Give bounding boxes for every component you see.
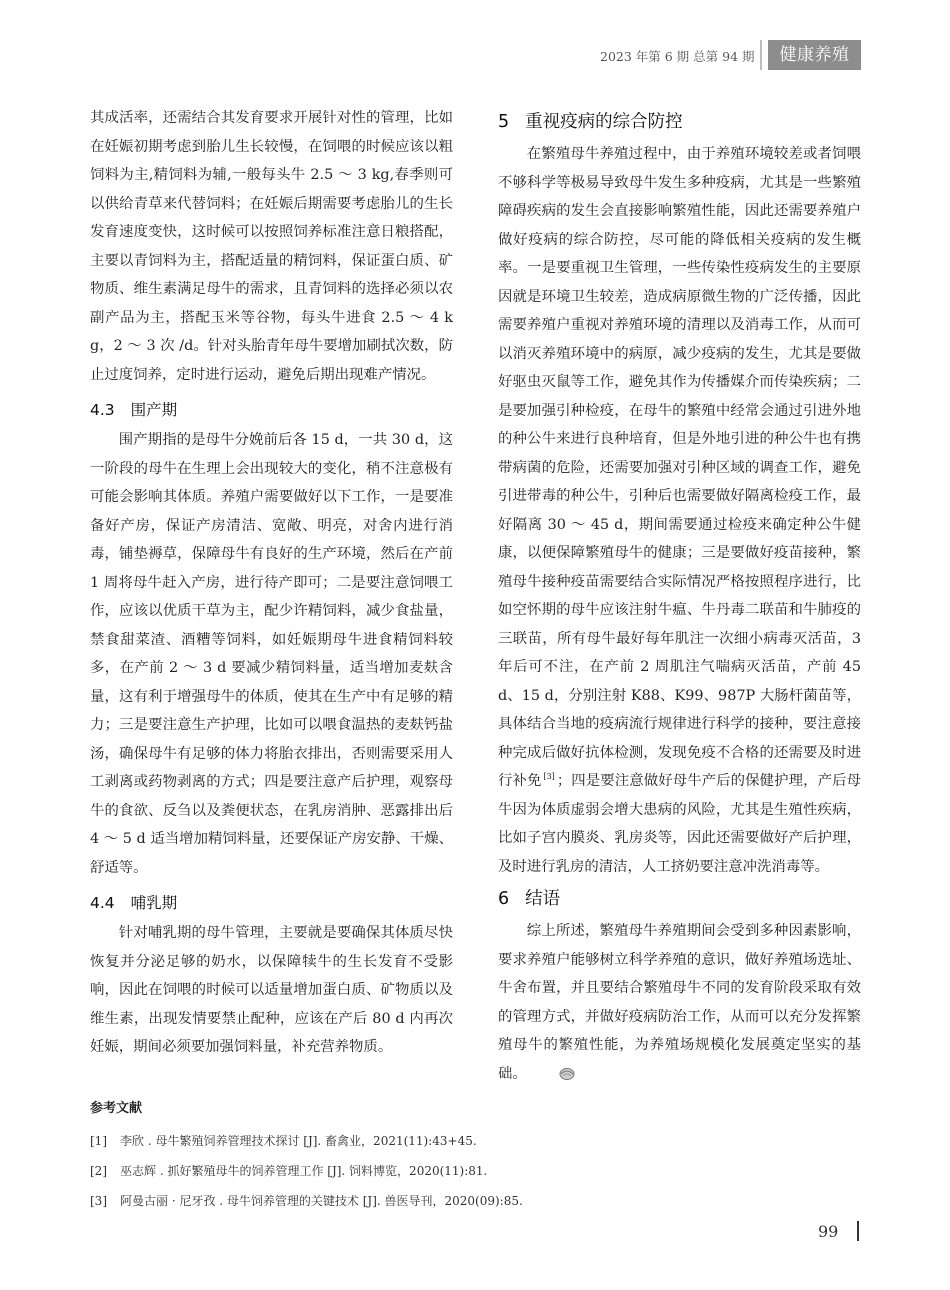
reference-number: [2] [90,1164,107,1178]
section-heading-5 [498,107,861,137]
left-column [90,104,453,1062]
references [90,1097,790,1216]
paragraph-4-4: 针对哺乳期的母牛管理，主要就是要确保其体质尽快恢复并分泌足够的奶水，以保障犊牛的生长发育不受影响，因此在饲喂的时候可以适量增加蛋白质、矿物质以及维生素，出现发情要禁止配种，应该在产后 80 d 内再次妊娠，期间必须要加强饲料量，补充营养物质。 [90,925,453,1055]
page-number-bar [857,1221,859,1241]
reference-text: 阿曼古丽 · 尼牙孜 . 母牛饲养管理的关键技术 [J]. 兽医导刊，2020(09):85. [120,1194,523,1208]
paragraph-continued: 其成活率，还需结合其发育要求开展针对性的管理，比如在妊娠初期考虑到胎儿生长较慢，在饲喂的时候应该以粗饲料为主,精饲料为辅,一般每头牛 2.5 ～ 3 kg,春季则可以供给青草来代替饲料；在妊娠后期需要考虑胎儿的生长发育速度变快，这时候可以按照饲养标准注意日粮搭配，主要以青饲料为主，搭配适量的精饲料，保证蛋白质、矿物质、维生素满足母牛的需求，且青饲料的选择必须以农副产品为主，搭配玉米等谷物，每头牛进食 2.5 ～ 4 kg，2 ～ 3 次 /d。针对头胎青年母牛要增加刷拭次数，防止过度饲养，定时进行运动，避免后期出现难产情况。 [90,110,453,383]
heading-title: 哺乳期 [130,894,178,912]
references-title: 参考文献 [90,1101,143,1116]
section-heading-4-4 [90,890,453,916]
page-number: 99 [818,1222,839,1241]
paragraph-5-text: 在繁殖母牛养殖过程中，由于养殖环境较差或者饲喂不够科学等极易导致母牛发生多种疫病，尤其是一些繁殖障碍疾病的发生会直接影响繁殖性能，因此还需要养殖户做好疫病的综合防控，尽可能的降低相关疫病的发生概率。一是要重视卫生管理，一些传染性疫病发生的主要原因就是环境卫生较差，造成病原微生物的广泛传播，因此需要养殖户重视对养殖环境的清理以及消毒工作，从而可以消灭养殖环境中的病原，减少疫病的发生，尤其是要做好驱虫灭鼠等工作，避免其作为传播媒介而传染疾病；二是要加强引种检疫，在母牛的繁殖中经常会通过引进外地的种公牛来进行良种培育，但是外地引进的种公牛也有携带病菌的危险，还需要加强对引种区域的调查工作，避免引进带毒的种公牛，引种后也需要做好隔离检疫工作，最好隔离 30 ～ 45 d，期间需要通过检疫来确定种公牛健康，以便保障繁殖母牛的健康；三是要做好疫苗接种，繁殖母牛接种疫苗需要结合实际情况严格按照程序进行，比如空怀期的母牛应该注射牛瘟、牛丹毒二联苗和牛肺疫的三联苗，所有母牛最好每年肌注一次细小病毒灭活苗，3 年后可不注，在产前 2 周肌注气喘病灭活苗，产前 45 d、15 d，分别注射 K88、K99、987P 大肠杆菌苗等，具体结合当地的疫病流行规律进行科学的接种，要注意接种完成后做好抗体检测，发现免疫不合格的还需要及时进行补免 [498,146,861,789]
section-tag: 健康养殖 [768,40,861,70]
reference-number: [3] [90,1194,107,1208]
heading-title: 结语 [525,889,561,909]
heading-number: 5 [498,112,510,132]
reference-text: 巫志辉 . 抓好繁殖母牛的饲养管理工作 [J]. 饲料博览，2020(11):81. [120,1164,488,1178]
paragraph-5 [498,140,861,881]
paragraph-4-3: 围产期指的是母牛分娩前后各 15 d，一共 30 d，这一阶段的母牛在生理上会出现较大的变化，稍不注意极有可能会影响其体质。养殖户需要做好以下工作，一是要准备好产房，保证产房清洁、宽敞、明亮，对舍内进行消毒，铺垫褥草，保障母牛有良好的生产环境，然后在产前 1 周将母牛赶入产房，进行待产即可；二是要注意饲喂工作，应该以优质干草为主，配少许精饲料，减少食盐量，禁食甜菜渣、酒糟等饲料，如妊娠期母牛进食精饲料较多，在产前 2 ～ 3 d 要减少精饲料量，适当增加麦麸含量，这有利于增强母牛的体质，使其在生产中有足够的精力；三是要注意生产护理，比如可以喂食温热的麦麸钙盐汤，确保母牛有足够的体力将胎衣排出，否则需要采用人工剥离或药物剥离的方式；四是要注意产后护理，观察母牛的食欲、反刍以及粪便状态，在乳房消肿、恶露排出后 4 ～ 5 d 适当增加精饲料量，还要保证产房安静、干燥、舒适等。 [90,432,453,876]
end-mark-icon [530,1062,575,1091]
paragraph-6 [498,917,861,1090]
heading-number: 4.4 [90,894,115,912]
issue-info: 2023 年第 6 期 总第 94 期 [600,49,755,64]
heading-number: 4.3 [90,401,115,419]
reference-item [90,1156,790,1186]
reference-item [90,1186,790,1216]
heading-title: 重视疫病的综合防控 [525,112,683,132]
reference-text: 李欣 . 母牛繁殖饲养管理技术探讨 [J]. 畜禽业，2021(11):43+45. [120,1134,477,1148]
heading-number: 6 [498,889,510,909]
citation-marker[interactable]: [3] [543,772,555,782]
section-heading-6 [498,884,861,914]
header-divider [760,40,762,70]
section-heading-4-3 [90,397,453,423]
reference-number: [1] [90,1134,107,1148]
reference-item [90,1126,790,1156]
paragraph-6-text: 综上所述，繁殖母牛养殖期间会受到多种因素影响，要求养殖户能够树立科学养殖的意识，做好养殖场选址、牛舍布置，并且要结合繁殖母牛不同的发育阶段采取有效的管理方式，并做好疫病防治工作，从而可以充分发挥繁殖母牛的繁殖性能，为养殖场规模化发展奠定坚实的基础。 [498,923,861,1082]
right-column [498,104,861,1090]
heading-title: 围产期 [130,401,178,419]
paragraph-5-text-end: ；四是要注意做好母牛产后的保健护理，产后母牛因为体质虚弱会增大患病的风险，尤其是生殖性疾病，比如子宫内膜炎、乳房炎等，因此还需要做好产后护理，及时进行乳房的清洁，人工挤奶要注意冲洗消毒等。 [498,773,861,875]
